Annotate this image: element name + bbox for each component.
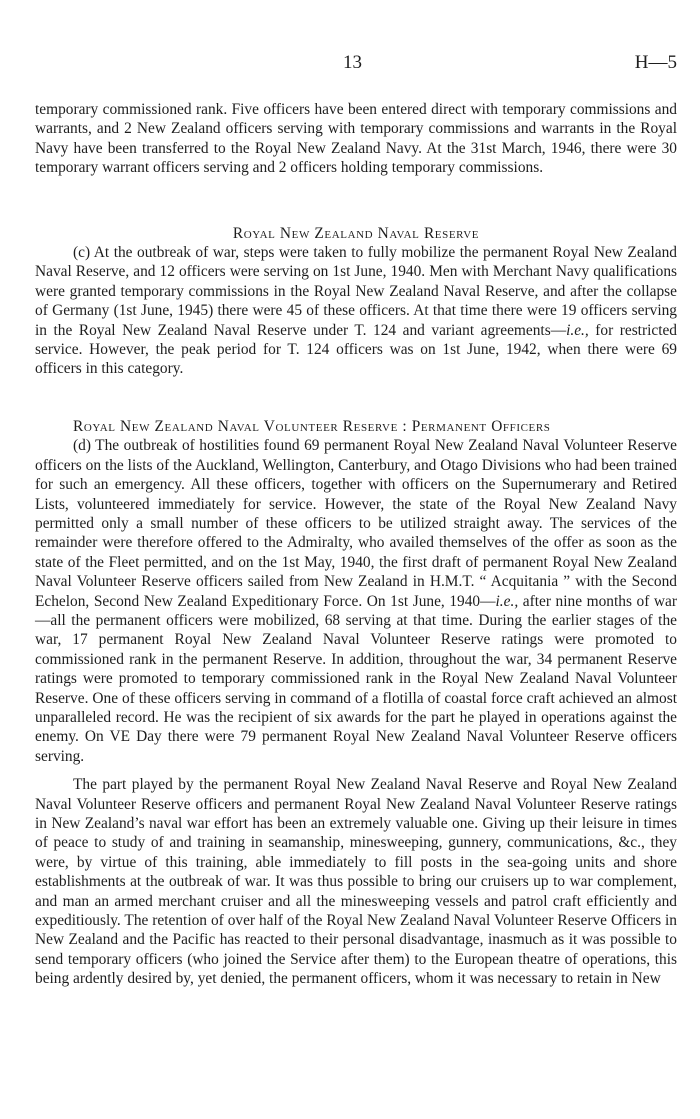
abbreviation-ie: i.e., <box>566 321 589 339</box>
abbreviation-ie: i.e., <box>495 592 519 610</box>
paragraph-text: At the outbreak of war, steps were taken to fully mobilize the permanent Royal New Zealand Naval Reserve, and 12 officers were serving on 1st June, 1940. Men with Merchant Navy qualifications were granted temporary commissions in the Royal New Zealand Naval Reserve, and after the collapse of Germany (1st June, 1945) there were 45 of these officers. At that time there were 19 officers serving in the Royal New Zealand Naval Reserve under T. 124 and variant agreements— <box>35 244 677 339</box>
paragraph-label-c: (c) <box>73 244 91 262</box>
heading-volunteer-reserve-permanent-officers: Royal New Zealand Naval Volunteer Reserve : Permanent Officers <box>73 417 551 435</box>
page-number: 13 <box>343 52 362 73</box>
paragraph-temporary-commissions: temporary commissioned rank. Five officers have been entered direct with temporary commissions and warrants, and 2 New Zealand officers serving with temporary commissions and warrants in the Royal Navy have been transferred to the Royal New Zealand Navy. At the 31st March, 1946, there were 30 temporary warrant officers serving and 2 officers holding temporary commissions. <box>35 101 677 177</box>
page-header <box>35 52 677 76</box>
document-reference: H—5 <box>634 52 677 73</box>
document-page <box>35 52 677 989</box>
paragraph-text: The outbreak of hostilities found 69 permanent Royal New Zealand Naval Volunteer Reserve officers on the lists of the Auckland, Wellington, Canterbury, and Otago Divisions who had been trained for such an emergency. All these officers, together with officers on the Supernumerary and Retired Lists, volunteered immediately for service. However, the state of the Royal New Zealand Navy permitted only a small number of these officers to be utilized straight away. The services of the remainder were therefore offered to the Admiralty, who availed themselves of the offer as soon as the state of the Fleet permitted, and on the 1st May, 1940, the first draft of permanent Royal New Zealand Naval Volunteer Reserve officers sailed from New Zealand in H.M.T. “ Acquitania ” with the Second Echelon, Second New Zealand Expeditionary Force. On 1st June, 1940— <box>35 437 677 610</box>
paragraph-volunteer-reserve <box>35 436 677 766</box>
paragraph-war-effort: The part played by the permanent Royal New Zealand Naval Reserve and Royal New Zealand Naval Volunteer Reserve officers and permanent Royal New Zealand Naval Volunteer Reserve ratings in New Zealand’s naval war effort has been an extremely valuable one. Giving up their leisure in times of peace to study of and training in seamanship, minesweeping, gunnery, communications, &c., they were, by virtue of this training, able immediately to fill posts in the sea-going units and shore establishments at the outbreak of war. It was thus possible to bring our cruisers up to war complement, and man an armed merchant cruiser and all the minesweeping vessels and patrol craft efficiently and expeditiously. The retention of over half of the Royal New Zealand Naval Volunteer Reserve Officers in New Zealand and the Pacific has reacted to their personal disadvantage, inasmuch as it was possible to send temporary officers (who joined the Service after them) to the European theatre of operations, this being ardently desired by, yet denied, the permanent officers, whom it was necessary to retain in New <box>35 776 677 988</box>
heading-naval-reserve: Royal New Zealand Naval Reserve <box>232 224 480 242</box>
paragraph-text: after nine months of war—all the permanent officers were mobilized, 68 serving at that time. During the earlier stages of the war, 17 permanent Royal New Zealand Naval Volunteer Reserve ratings were promoted to commissioned rank in the permanent Reserve. In addition, throughout the war, 34 permanent Reserve ratings were promoted to temporary commissioned rank in the Royal New Zealand Naval Volunteer Reserve. One of these officers serving in command of a flotilla of coastal force craft achieved an almost unparalleled record. He was the recipient of six awards for the part he played in operations against the enemy. On VE Day there were 79 permanent Royal New Zealand Naval Volunteer Reserve officers serving. <box>35 592 677 765</box>
paragraph-text: for restricted service. However, the peak period for T. 124 officers was on 1st June, 1942, when there were 69 officers in this category. <box>35 321 677 378</box>
paragraph-naval-reserve <box>35 243 677 379</box>
paragraph-label-d: (d) <box>73 437 91 455</box>
